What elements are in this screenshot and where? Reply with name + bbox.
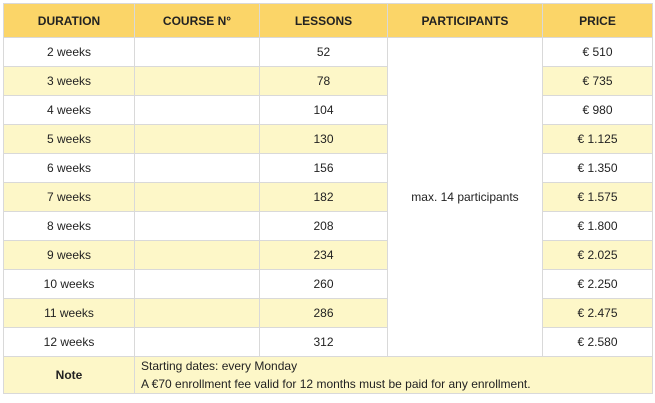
duration-cell: 10 weeks (4, 270, 135, 299)
duration-cell: 5 weeks (4, 125, 135, 154)
table-row (4, 96, 653, 125)
note-label: Note (4, 357, 135, 394)
price-cell: € 1.350 (543, 154, 653, 183)
course-number-cell (135, 67, 260, 96)
header-participants: PARTICIPANTS (388, 4, 543, 38)
duration-cell: 9 weeks (4, 241, 135, 270)
header-duration: DURATION (4, 4, 135, 38)
lessons-cell: 312 (260, 328, 388, 357)
price-cell: € 1.575 (543, 183, 653, 212)
duration-cell: 8 weeks (4, 212, 135, 241)
duration-cell: 3 weeks (4, 67, 135, 96)
price-cell: € 1.800 (543, 212, 653, 241)
table-row (4, 67, 653, 96)
lessons-cell: 260 (260, 270, 388, 299)
table-row (4, 154, 653, 183)
lessons-cell: 78 (260, 67, 388, 96)
price-cell: € 2.475 (543, 299, 653, 328)
price-cell: € 2.250 (543, 270, 653, 299)
header-row (4, 4, 653, 38)
table-row (4, 38, 653, 67)
course-number-cell (135, 183, 260, 212)
note-text (135, 357, 653, 394)
course-number-cell (135, 38, 260, 67)
header-price: PRICE (543, 4, 653, 38)
table-row (4, 183, 653, 212)
course-number-cell (135, 154, 260, 183)
price-cell: € 735 (543, 67, 653, 96)
course-number-cell (135, 125, 260, 154)
note-row (4, 357, 653, 394)
lessons-cell: 104 (260, 96, 388, 125)
lessons-cell: 208 (260, 212, 388, 241)
lessons-cell: 52 (260, 38, 388, 67)
duration-cell: 4 weeks (4, 96, 135, 125)
table-row (4, 241, 653, 270)
duration-cell: 2 weeks (4, 38, 135, 67)
lessons-cell: 130 (260, 125, 388, 154)
note-line-starting-dates: Starting dates: every Monday (141, 359, 298, 373)
price-cell: € 2.025 (543, 241, 653, 270)
price-table (3, 3, 653, 394)
header-course-number: COURSE N° (135, 4, 260, 38)
course-number-cell (135, 241, 260, 270)
table-row (4, 299, 653, 328)
duration-cell: 11 weeks (4, 299, 135, 328)
duration-cell: 12 weeks (4, 328, 135, 357)
course-number-cell (135, 96, 260, 125)
table-row (4, 212, 653, 241)
price-cell: € 2.580 (543, 328, 653, 357)
course-number-cell (135, 270, 260, 299)
course-number-cell (135, 299, 260, 328)
lessons-cell: 182 (260, 183, 388, 212)
lessons-cell: 286 (260, 299, 388, 328)
header-lessons: LESSONS (260, 4, 388, 38)
table-row (4, 270, 653, 299)
course-number-cell (135, 212, 260, 241)
duration-cell: 7 weeks (4, 183, 135, 212)
lessons-cell: 156 (260, 154, 388, 183)
note-line-enrollment-fee: A €70 enrollment fee valid for 12 months must be paid for any enrollment. (141, 377, 531, 391)
price-cell: € 980 (543, 96, 653, 125)
course-number-cell (135, 328, 260, 357)
participants-cell: max. 14 participants (388, 38, 543, 357)
price-cell: € 510 (543, 38, 653, 67)
duration-cell: 6 weeks (4, 154, 135, 183)
table-row (4, 125, 653, 154)
table-row (4, 328, 653, 357)
lessons-cell: 234 (260, 241, 388, 270)
price-cell: € 1.125 (543, 125, 653, 154)
